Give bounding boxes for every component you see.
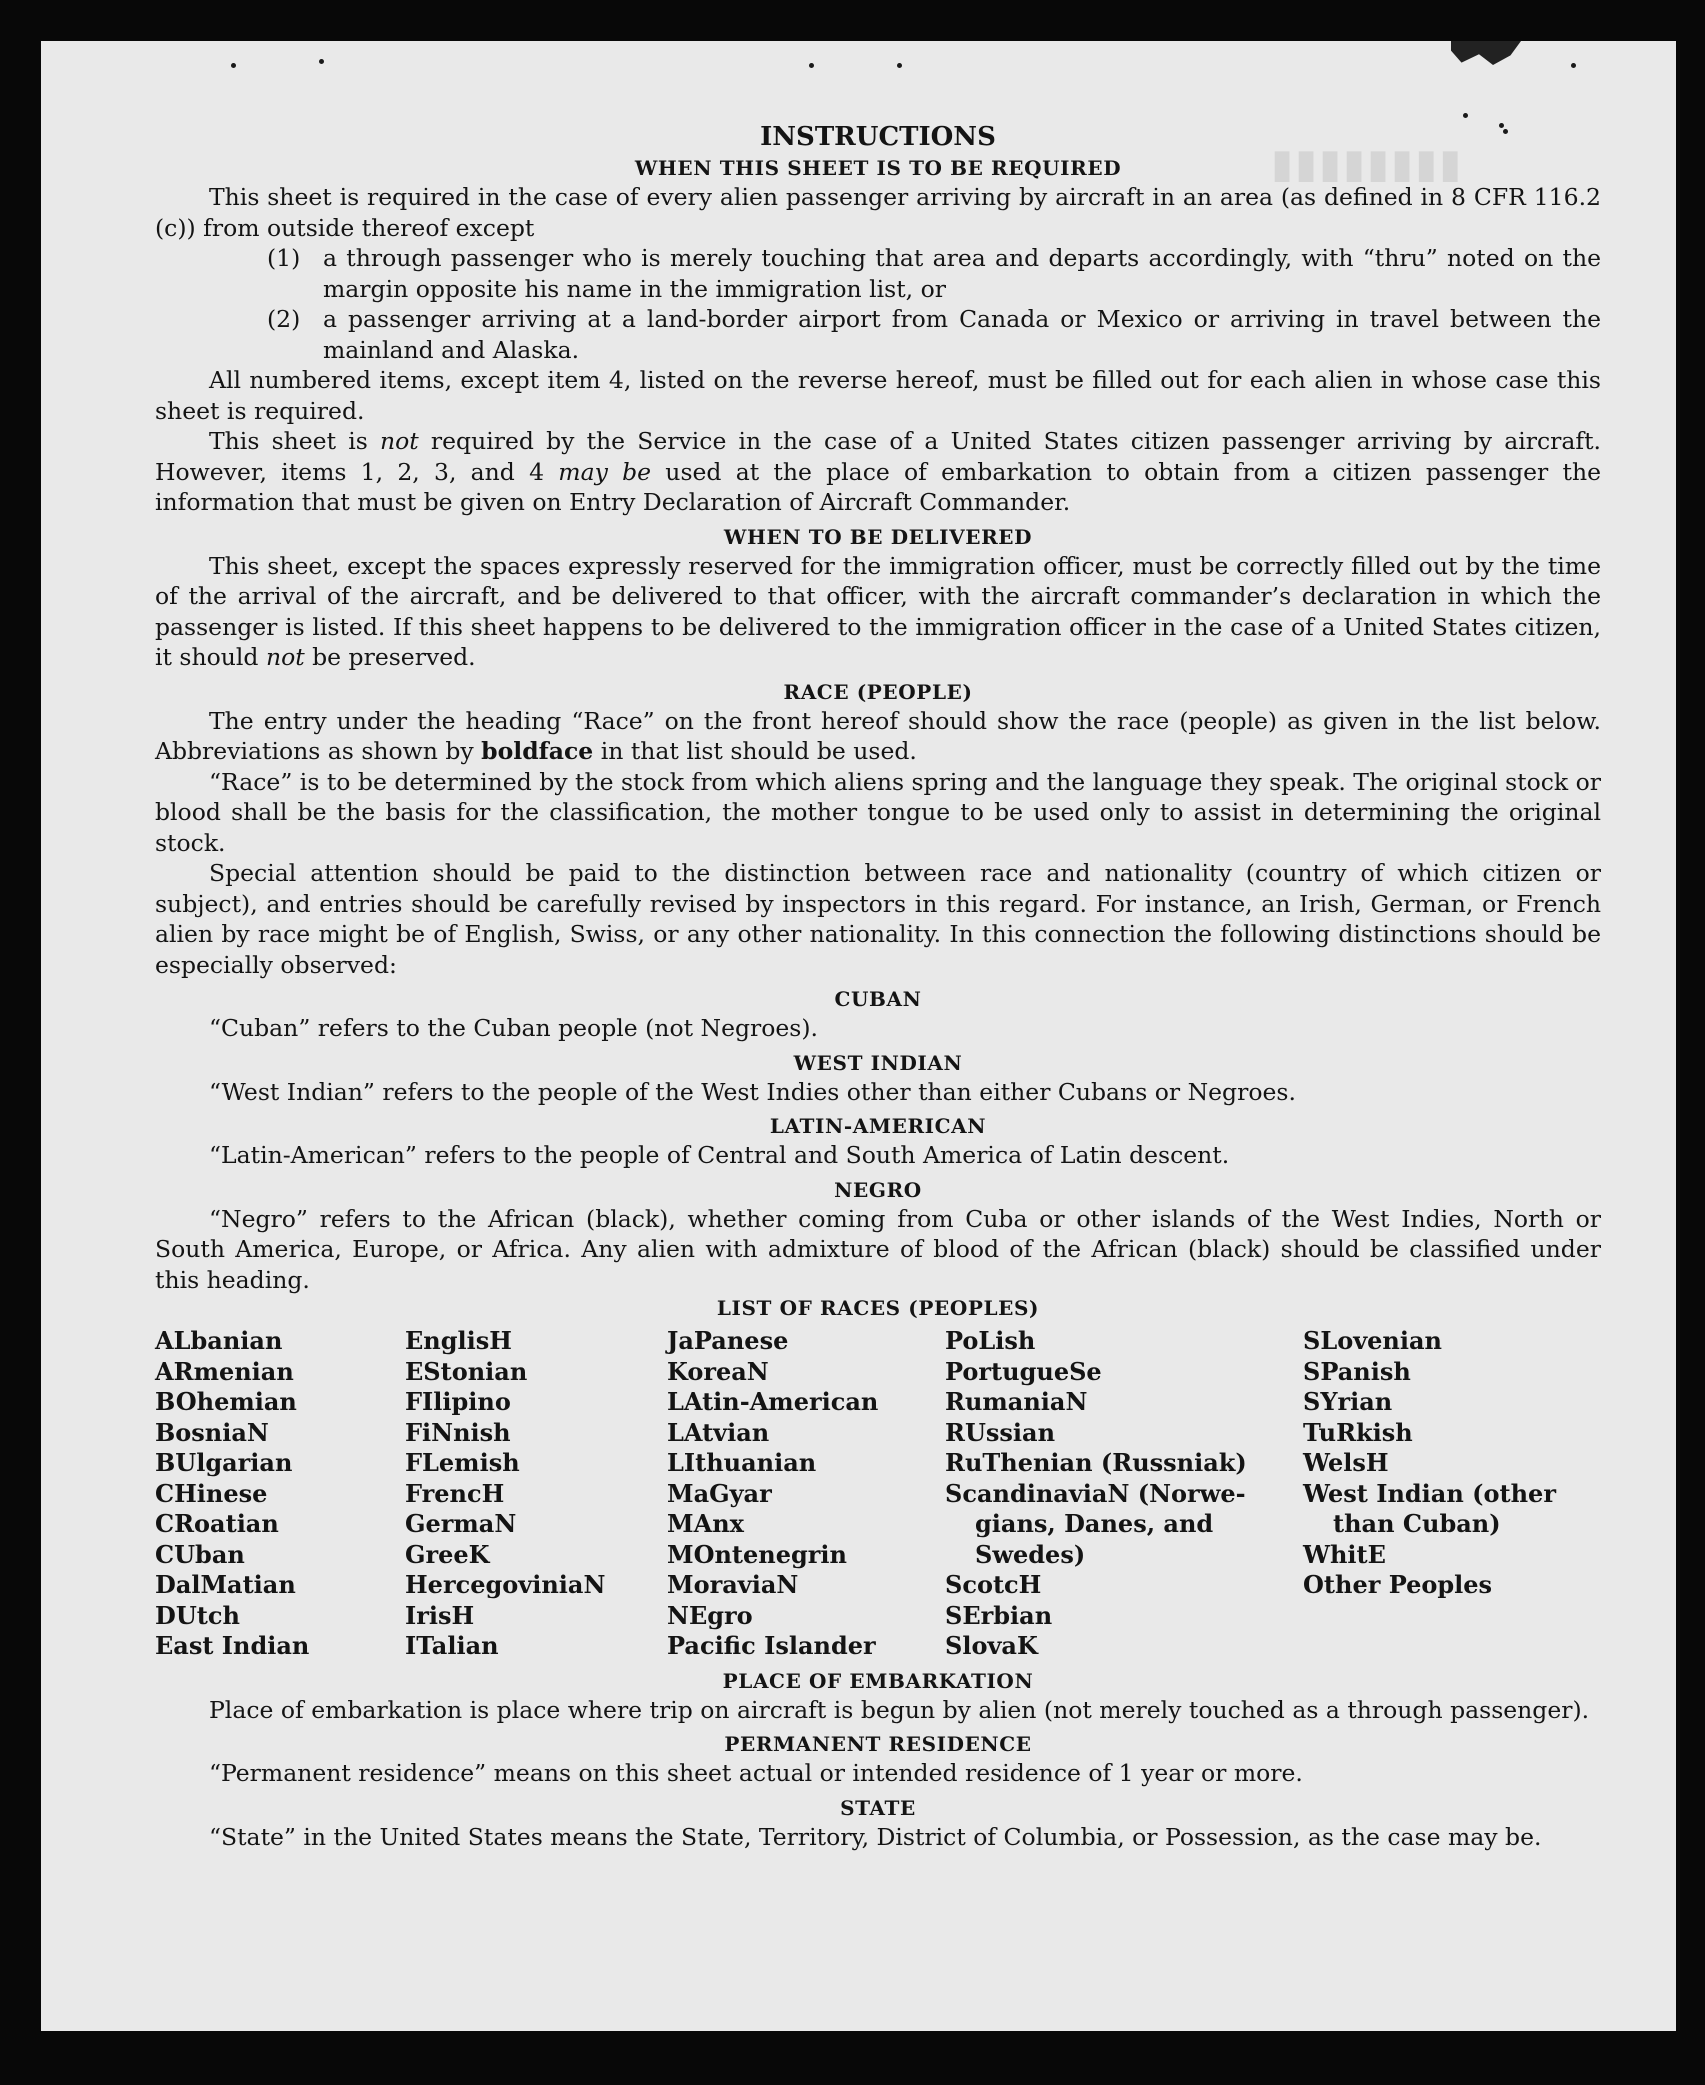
races-column-1	[155, 1326, 405, 1662]
paragraph-numbered-items: All numbered items, except item 4, listed on the reverse hereof, must be filled out for each alien in whose case this sheet is required.	[155, 366, 1601, 425]
item-number: (1)	[267, 244, 301, 272]
race-item: FIlipino	[405, 1387, 511, 1416]
paragraph-embarkation: Place of embarkation is place where trip on aircraft is begun by alien (not merely touched as a through passenger).	[209, 1695, 1590, 1724]
race-item: BOhemian	[155, 1387, 297, 1416]
heading-latin-american: LATIN-AMERICAN	[769, 1114, 987, 1138]
ink-speck	[809, 63, 814, 68]
ink-speck	[1571, 63, 1576, 68]
paragraph-delivered: This sheet, except the spaces expressly reserved for the immigration officer, must be correctly filled out by the time of the arrival of the aircraft, and be delivered to that officer, with the aircraft commander’s declaration in which the passenger is listed. If this sheet happens to be delivered to the immigration officer in the case of a United States citizen, it should not be preserved.	[155, 551, 1601, 671]
paragraph-cuban: “Cuban” refers to the Cuban people (not Negroes).	[209, 1014, 819, 1042]
race-item: MaGyar	[667, 1478, 772, 1508]
races-column-3	[667, 1326, 945, 1662]
item-text: a through passenger who is merely touching that area and departs accordingly, with “thru” noted on the margin opposite his name in the immigration list, or	[323, 244, 1601, 303]
race-item: FrencH	[405, 1478, 505, 1508]
race-item: JaPanese	[667, 1326, 789, 1355]
race-item: IrisH	[405, 1600, 475, 1630]
heading-when-required: WHEN THIS SHEET IS TO BE REQUIRED	[634, 156, 1122, 180]
race-item: SYrian	[1303, 1387, 1393, 1416]
race-item: HercegoviniaN	[405, 1570, 606, 1599]
item-text: a passenger arriving at a land-border airport from Canada or Mexico or arriving in travel between the mainland and Alaska.	[323, 305, 1601, 364]
race-item: NEgro	[667, 1600, 753, 1630]
race-item: EStonian	[405, 1356, 528, 1386]
paragraph-state: “State” in the United States means the State, Territory, District of Columbia, or Possession, as the case may be.	[209, 1822, 1542, 1851]
race-item: West Indian (other	[1303, 1478, 1556, 1508]
race-item: TuRkish	[1303, 1417, 1413, 1447]
race-item: PortugueSe	[945, 1356, 1102, 1386]
page-title: INSTRUCTIONS	[760, 122, 996, 152]
race-item: ScotcH	[945, 1570, 1042, 1599]
race-item: CUban	[155, 1539, 245, 1569]
race-item: ARmenian	[155, 1356, 294, 1386]
race-item: DalMatian	[155, 1570, 296, 1599]
race-item: GreeK	[405, 1539, 490, 1569]
bleed-through-text: ▮▮▮▮▮▮▮▮	[1271, 141, 1464, 187]
paragraph-race-entry: The entry under the heading “Race” on the front hereof should show the race (people) as given in the list below. Abbreviations as shown by boldface in that list should be used.	[155, 706, 1601, 765]
race-item: SlovaK	[945, 1631, 1038, 1660]
race-item: East Indian	[155, 1631, 310, 1660]
heading-cuban: CUBAN	[834, 987, 922, 1011]
race-item: LIthuanian	[667, 1448, 817, 1477]
race-item: SPanish	[1303, 1356, 1411, 1386]
heading-state: STATE	[840, 1795, 916, 1820]
heading-west-indian: WEST INDIAN	[793, 1050, 963, 1075]
race-item: BUlgarian	[155, 1448, 293, 1477]
exception-item-1	[155, 243, 1601, 304]
race-item: LAtin-American	[667, 1387, 879, 1416]
race-item: RumaniaN	[945, 1387, 1088, 1416]
ink-speck	[897, 63, 902, 68]
race-item: KoreaN	[667, 1356, 769, 1386]
race-item: MOntenegrin	[667, 1539, 847, 1569]
race-item: ITalian	[405, 1631, 499, 1660]
paragraph-required: This sheet is required in the case of every alien passenger arriving by aircraft in an area (as defined in 8 CFR 116.2 (c)) from outside thereof except	[155, 183, 1601, 242]
race-item: FiNnish	[405, 1417, 511, 1447]
exception-item-2	[155, 304, 1601, 365]
instructions-content	[155, 119, 1601, 1852]
race-item: DUtch	[155, 1600, 240, 1630]
race-item: SErbian	[945, 1600, 1053, 1630]
race-item-continuation: gians, Danes, and	[975, 1509, 1214, 1538]
paragraph-negro: “Negro” refers to the African (black), whether coming from Cuba or other islands of the West Indies, North or South America, Europe, or Africa. Any alien with admixture of blood of the African (black) should be classified under this heading.	[155, 1204, 1601, 1294]
paragraph-race-stock: “Race” is to be determined by the stock from which aliens spring and the language they speak. The original stock or blood shall be the basis for the classification, the mother tongue to be used only to assist in determining the original stock.	[155, 767, 1601, 857]
ink-speck	[319, 59, 324, 64]
race-item: Other Peoples	[1303, 1570, 1493, 1599]
heading-residence: PERMANENT RESIDENCE	[724, 1732, 1032, 1756]
paragraph-west-indian: “West Indian” refers to the people of the West Indies other than either Cubans or Negroes.	[209, 1077, 1296, 1106]
race-item: SLovenian	[1303, 1326, 1442, 1355]
paragraph-citizen: This sheet is not required by the Service in the case of a United States citizen passenger arriving by aircraft. However, items 1, 2, 3, and 4 may be used at the place of embarkation to obtain from a citizen passenger the information that must be given on Entry Declaration of Aircraft Commander.	[155, 427, 1601, 516]
races-column-5	[1303, 1326, 1556, 1662]
race-item: ScandinaviaN (Norwe-	[945, 1478, 1246, 1508]
race-item: BosniaN	[155, 1417, 269, 1447]
race-item-continuation: than Cuban)	[1333, 1509, 1501, 1538]
races-column-4	[945, 1326, 1303, 1662]
race-item: ALbanian	[155, 1326, 283, 1355]
race-item: WelsH	[1303, 1448, 1389, 1477]
race-item: FLemish	[405, 1448, 520, 1477]
race-item: Pacific Islander	[667, 1631, 876, 1660]
paragraph-residence: “Permanent residence” means on this sheet actual or intended residence of 1 year or more.	[209, 1759, 1303, 1787]
race-item: WhitE	[1303, 1539, 1386, 1569]
race-item: MoraviaN	[667, 1570, 799, 1599]
corner-ink-mark	[1451, 41, 1521, 65]
race-item: RuThenian (Russniak)	[945, 1448, 1247, 1477]
heading-race: RACE (PEOPLE)	[783, 679, 973, 704]
races-column-2	[405, 1326, 667, 1662]
paragraph-race-nationality: Special attention should be paid to the distinction between race and nationality (country of which citizen or subject), and entries should be carefully revised by inspectors in this regard. For instance, an Irish, German, or French alien by race might be of English, Swiss, or any other nationality. In this connection the following distinctions should be especially observed:	[155, 859, 1601, 979]
race-item: MAnx	[667, 1509, 744, 1538]
race-item: LAtvian	[667, 1417, 770, 1447]
ink-speck	[1463, 113, 1468, 118]
document-page	[41, 41, 1676, 2031]
item-number: (2)	[267, 305, 301, 333]
heading-embarkation: PLACE OF EMBARKATION	[722, 1668, 1034, 1693]
race-item: EnglisH	[405, 1326, 512, 1355]
race-item: RUssian	[945, 1417, 1056, 1447]
race-item: CHinese	[155, 1478, 268, 1508]
race-item: CRoatian	[155, 1509, 279, 1538]
races-list	[155, 1326, 1601, 1662]
heading-negro: NEGRO	[834, 1177, 922, 1202]
paragraph-latin-american: “Latin-American” refers to the people of Central and South America of Latin descent.	[209, 1141, 1230, 1169]
heading-when-delivered: WHEN TO BE DELIVERED	[723, 524, 1033, 549]
ink-speck	[231, 63, 236, 68]
race-item: GermaN	[405, 1509, 517, 1538]
race-item: PoLish	[945, 1326, 1036, 1355]
heading-list-of-races: LIST OF RACES (PEOPLES)	[716, 1296, 1040, 1320]
race-item-continuation: Swedes)	[975, 1539, 1086, 1569]
